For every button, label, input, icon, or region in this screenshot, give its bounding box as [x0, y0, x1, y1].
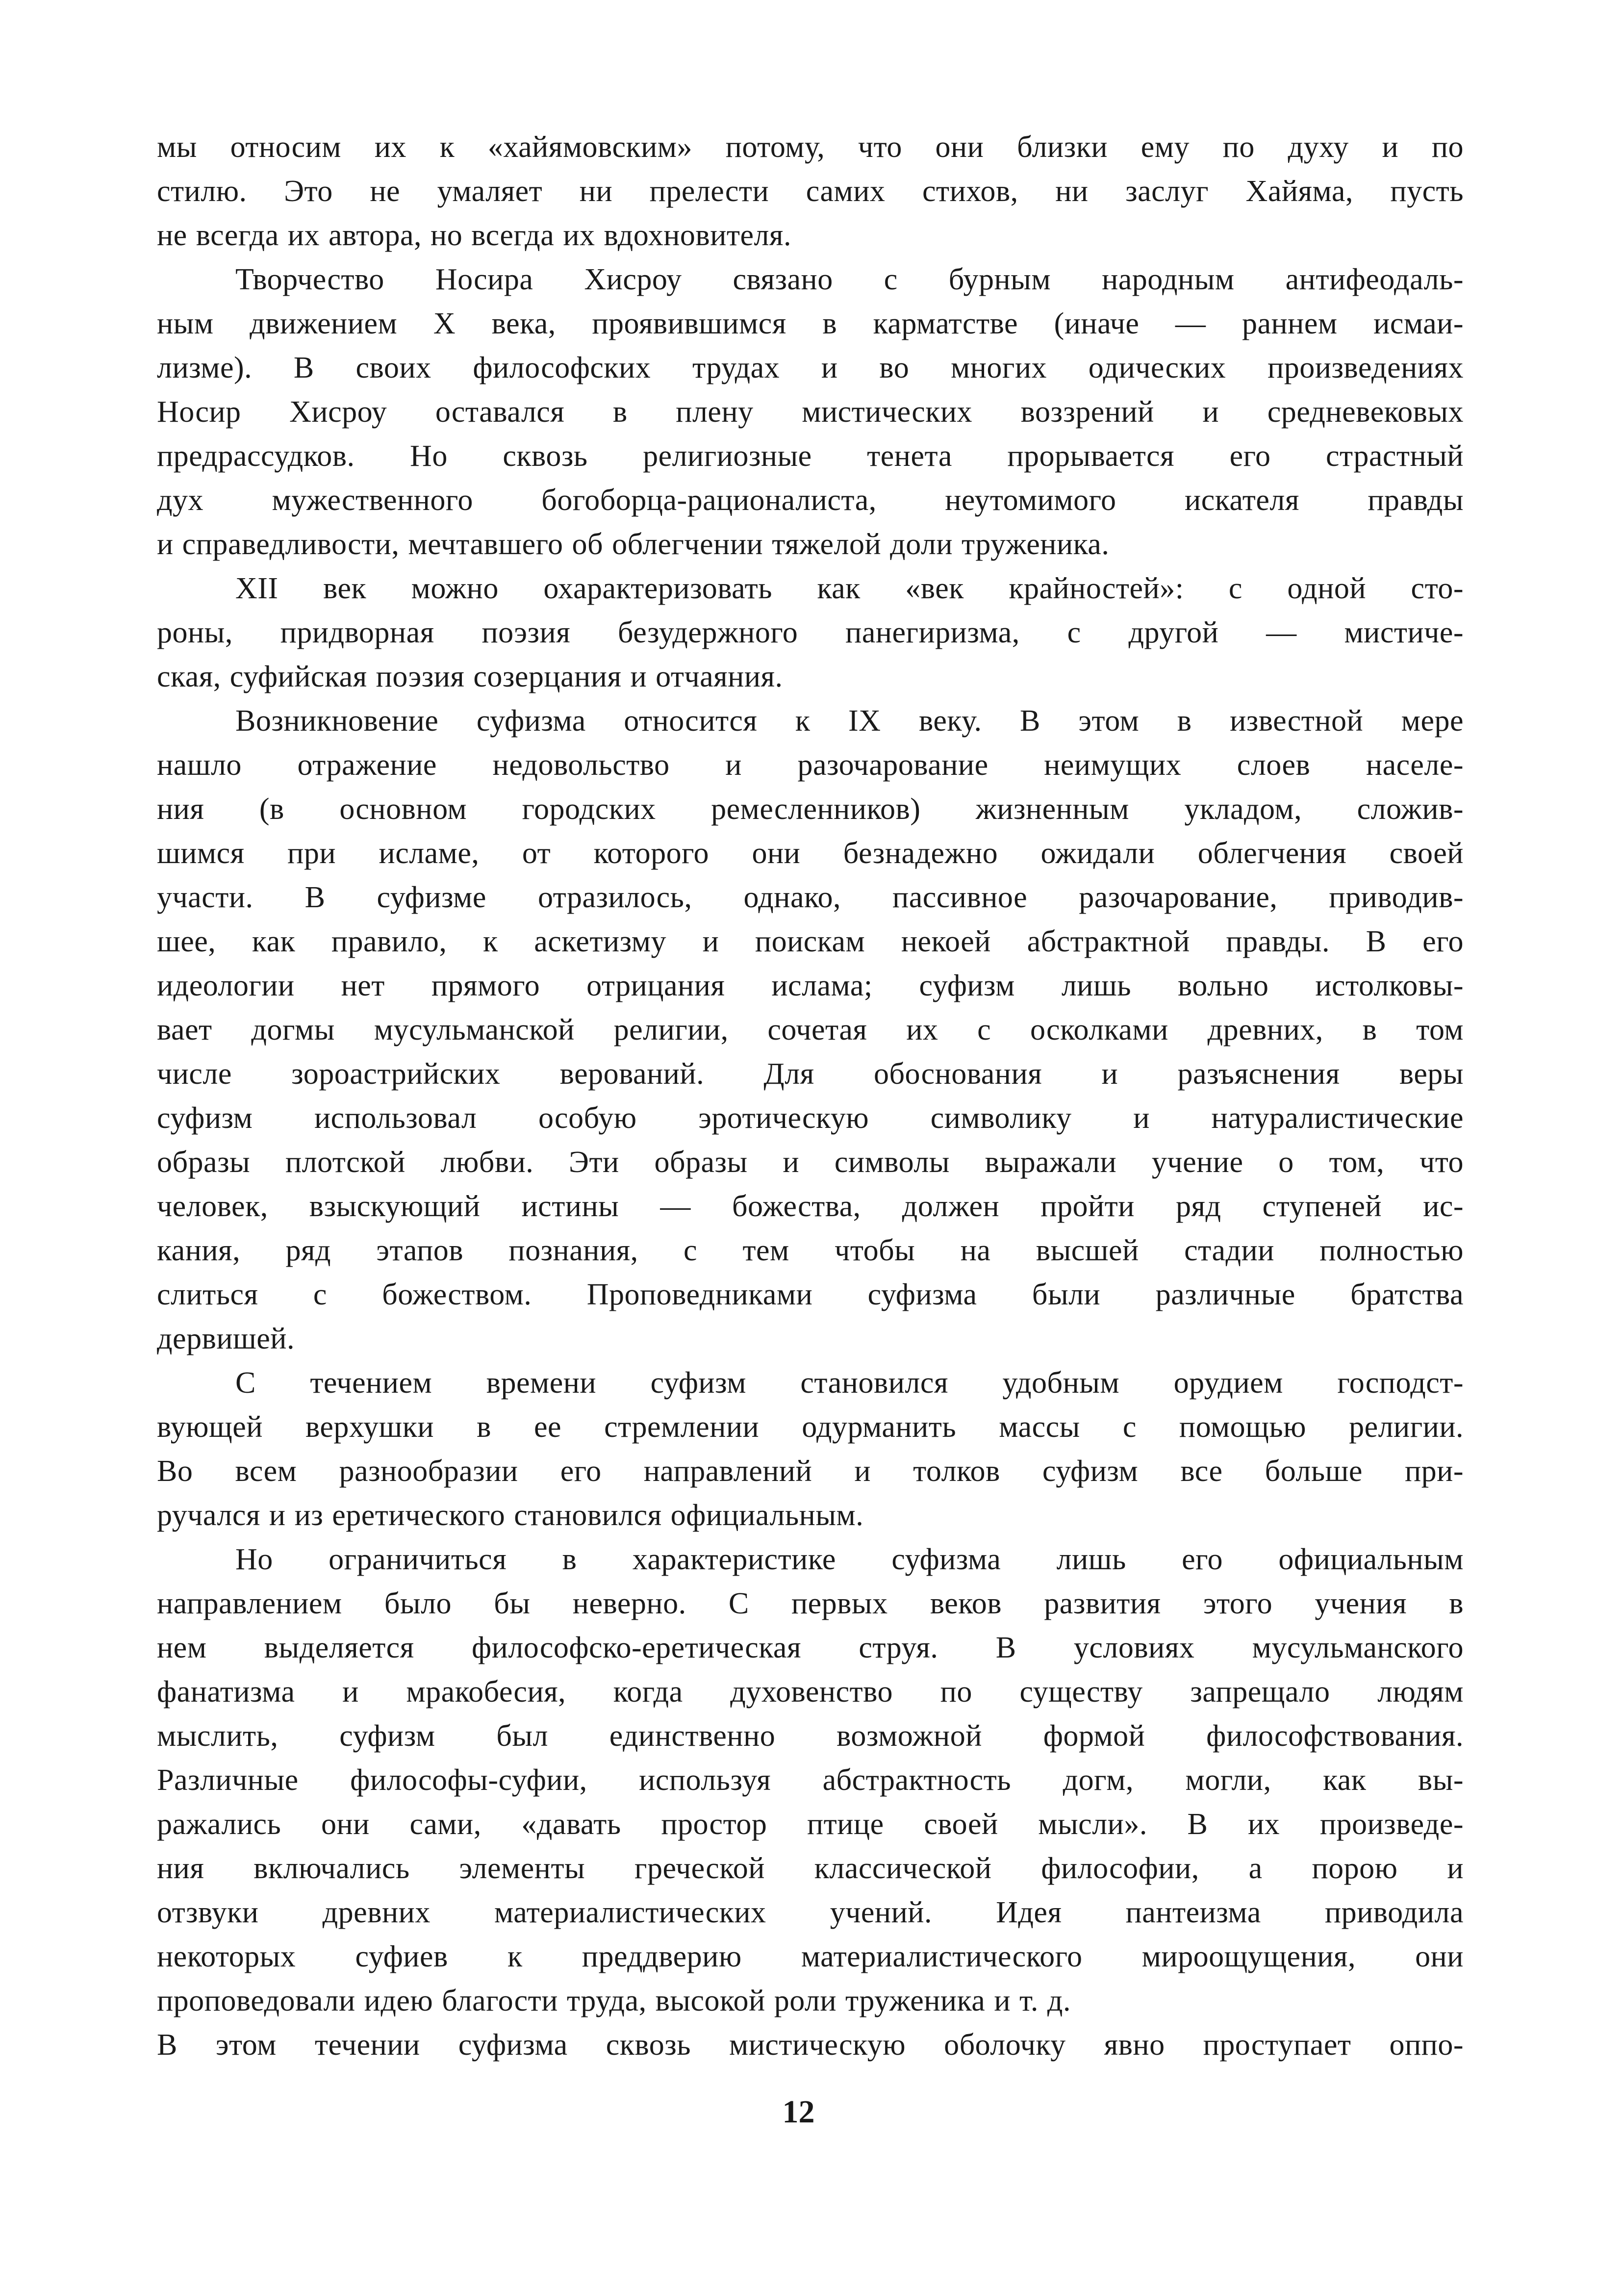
text-line: ражались они сами, «давать простор птице своей мысли». В их произведе-: [157, 1808, 1464, 1841]
text-line: проповедовали идею благости труда, высокой роли труженика и т. д.: [157, 1984, 1071, 2017]
text-line: Но ограничиться в характеристике суфизма лишь его официальным: [235, 1543, 1464, 1576]
text-line: ская, суфийская поэзия созерцания и отчаяния.: [157, 660, 783, 693]
text-line: и справедливости, мечтавшего об облегчении тяжелой доли труженика.: [157, 528, 1110, 561]
text-line: С течением времени суфизм становился удобным орудием господст-: [235, 1366, 1464, 1400]
text-line: шимся при исламе, от которого они безнадежно ожидали облегчения своей: [157, 837, 1464, 870]
text-line: роны, придворная поэзия безудержного панегиризма, с другой — мистиче-: [157, 616, 1464, 649]
text-line: мыслить, суфизм был единственно возможной формой философствования.: [157, 1719, 1464, 1753]
text-line: В этом течении суфизма сквозь мистическую оболочку явно проступает оппо-: [157, 2028, 1464, 2062]
text-line: ручался и из еретического становился официальным.: [157, 1499, 864, 1532]
text-line: ния (в основном городских ремесленников) жизненным укладом, сложив-: [157, 792, 1464, 826]
text-line: некоторых суфиев к преддверию материалистического мироощущения, они: [157, 1940, 1464, 1973]
text-line: Носир Хисроу оставался в плену мистических воззрений и средневековых: [157, 395, 1464, 429]
text-line: лизме). В своих философских трудах и во многих одических произведениях: [157, 351, 1464, 384]
text-line: дух мужественного богоборца-рационалиста, неутомимого искателя правды: [157, 484, 1464, 517]
text-line: предрассудков. Но сквозь религиозные тенета прорывается его страстный: [157, 439, 1464, 473]
text-line: числе зороастрийских верований. Для обоснования и разъяснения веры: [157, 1057, 1464, 1091]
text-line: идеологии нет прямого отрицания ислама; суфизм лишь вольно истолковы-: [157, 969, 1464, 1002]
text-line: ния включались элементы греческой классической философии, а порою и: [157, 1852, 1464, 1885]
text-line: нем выделяется философско-еретическая струя. В условиях мусульманского: [157, 1631, 1464, 1664]
text-line: ным движением X века, проявившимся в карматстве (иначе — раннем исмаи-: [157, 307, 1464, 340]
text-line: отзвуки древних материалистических учений. Идея пантеизма приводила: [157, 1896, 1464, 1929]
text-line: мы относим их к «хайямовским» потому, что они близки ему по духу и по: [157, 130, 1464, 164]
text-line: шее, как правило, к аскетизму и поискам некоей абстрактной правды. В его: [157, 925, 1464, 958]
text-line: направлением было бы неверно. С первых веков развития этого учения в: [157, 1587, 1464, 1620]
text-line: человек, взыскующий истины — божества, должен пройти ряд ступеней ис-: [157, 1190, 1464, 1223]
text-line: кания, ряд этапов познания, с тем чтобы на высшей стадии полностью: [157, 1234, 1464, 1267]
text-line: не всегда их автора, но всегда их вдохновителя.: [157, 219, 791, 252]
page-number: 12: [782, 2094, 815, 2130]
text-line: XII век можно охарактеризовать как «век крайностей»: с одной сто-: [235, 572, 1464, 605]
text-line: Возникновение суфизма относится к IX веку. В этом в известной мере: [235, 704, 1464, 738]
text-line: Во всем разнообразии его направлений и толков суфизм все больше при-: [157, 1454, 1464, 1488]
text-line: вает догмы мусульманской религии, сочетая их с осколками древних, в том: [157, 1013, 1464, 1046]
text-line: слиться с божеством. Проповедниками суфизма были различные братства: [157, 1278, 1464, 1311]
text-line: суфизм использовал особую эротическую символику и натуралистические: [157, 1101, 1464, 1135]
text-line: участи. В суфизме отразилось, однако, пассивное разочарование, приводив-: [157, 881, 1464, 914]
text-line: нашло отражение недовольство и разочарование неимущих слоев населе-: [157, 748, 1464, 782]
text-line: образы плотской любви. Эти образы и символы выражали учение о том, что: [157, 1146, 1464, 1179]
text-line: Творчество Носира Хисроу связано с бурным народным антифеодаль-: [235, 263, 1464, 296]
text-line: дервишей.: [157, 1322, 295, 1355]
text-line: стилю. Это не умаляет ни прелести самих стихов, ни заслуг Хайяма, пусть: [157, 175, 1464, 208]
text-line: фанатизма и мракобесия, когда духовенство по существу запрещало людям: [157, 1675, 1464, 1709]
text-line: вующей верхушки в ее стремлении одурманить массы с помощью религии.: [157, 1410, 1464, 1444]
text-line: Различные философы-суфии, используя абстрактность догм, могли, как вы-: [157, 1763, 1464, 1797]
